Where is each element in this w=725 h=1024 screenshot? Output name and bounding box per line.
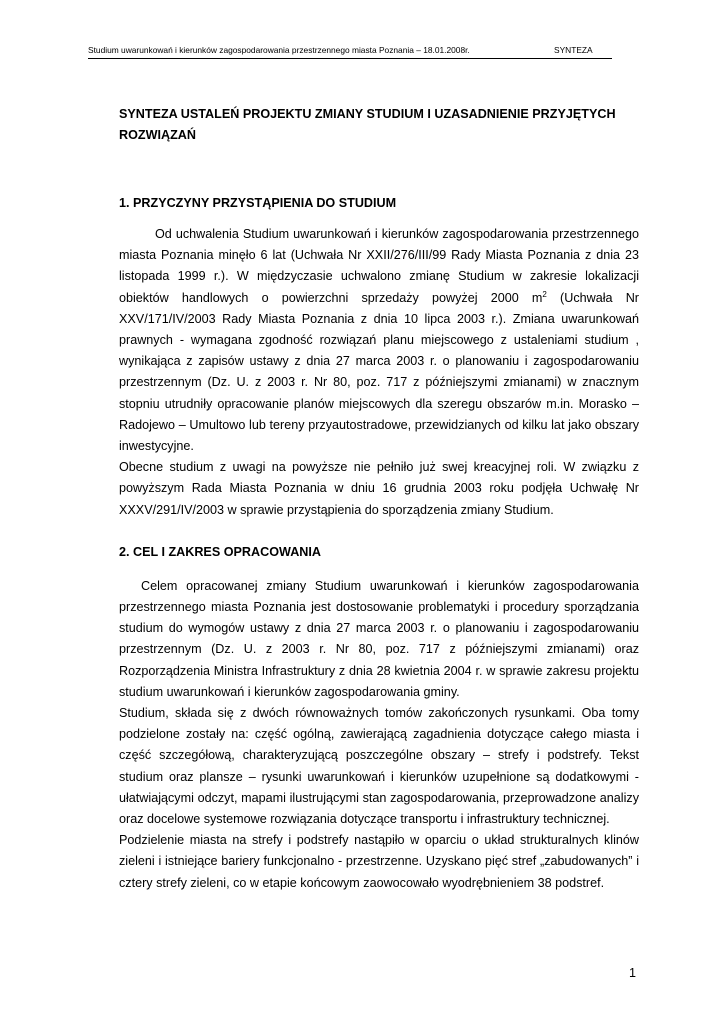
document-title-line-1: SYNTEZA USTALEŃ PROJEKTU ZMIANY STUDIUM I UZASADNIENIE PRZYJĘTYCH (119, 107, 616, 121)
page-number: 1 (629, 966, 637, 980)
section-2-heading: 2. CEL I ZAKRES OPRACOWANIA (119, 544, 321, 559)
header-section-label: SYNTEZA (554, 45, 593, 55)
section-1-paragraph-1 (119, 224, 639, 457)
section-1-paragraph-1-text-b: (Uchwała Nr XXV/171/IV/2003 Rady Miasta Poznania z dnia 10 lipca 2003 r.). Zmiana uwarunkowań prawnych - wymagana zgodność rozwiązań planu miejscowego z ustaleniami studium , wynikająca z zapisów ustawy z dnia 27 marca 2003 r. o planowaniu i zagospodarowaniu przestrzennym (Dz. U. z 2003 r. Nr 80, poz. 717 z późniejszymi zmianami) w znacznym stopniu utrudniły opracowanie planów miejscowych dla szeregu obszarów m.in. Morasko – Radojewo – Umultowo lub tereny przyautostradowe, przewidzianych od kilku lat jako obszary inwestycyjne. (119, 290, 639, 454)
document-title (119, 104, 639, 146)
page-header (88, 44, 612, 59)
section-2-paragraph-1: Celem opracowanej zmiany Studium uwarunkowań i kierunków zagospodarowania przestrzennego miasta Poznania jest dostosowanie problematyki i procedury sporządzania studium do wymogów ustawy z dnia 27 marca 2003 r. o planowaniu i zagospodarowaniu przestrzennym (Dz. U. z 2003 r. Nr 80, poz. 717 z późniejszymi zmianami) oraz Rozporządzenia Ministra Infrastruktury z dnia 28 kwietnia 2004 r. w sprawie zakresu projektu studium uwarunkowań i kierunków zagospodarowania gminy. (119, 578, 639, 699)
superscript-2: 2 (542, 289, 547, 299)
document-title-line-2: ROZWIĄZAŃ (119, 128, 196, 142)
section-1-paragraph-2: Obecne studium z uwagi na powyższe nie pełniło już swej kreacyjnej roli. W związku z powyższym Rada Miasta Poznania w dniu 16 grudnia 2003 roku podjęła Uchwałę Nr XXXV/291/IV/2003 w sprawie przystąpienia do sporządzenia zmiany Studium. (119, 460, 639, 517)
section-2-paragraph-2: Studium, składa się z dwóch równoważnych tomów zakończonych rysunkami. Oba tomy podzielone zostały na: część ogólną, zawierającą zagadnienia dotyczące całego miasta i część szczegółową, charakteryzującą poszczególne obszary – strefy i podstrefy. Tekst studium oraz plansze – rysunki uwarunkowań i kierunków uzupełnione są dodatkowymi - ułatwiającymi odczyt, mapami ilustrującymi stan zagospodarowania, przeprowadzone analizy oraz docelowe systemowe rozwiązania dotyczące transportu i infrastruktury technicznej. (119, 706, 639, 827)
section-1-paragraph-1-text-a: Od uchwalenia Studium uwarunkowań i kierunków zagospodarowania przestrzennego miasta Poznania minęło 6 lat (Uchwała Nr XXII/276/III/99 Rady Miasta Poznania z dnia 23 listopada 1999 r.). W międzyczasie uchwalono zmianę Studium w zakresie lokalizacji obiektów handlowych o powierzchni sprzedaży powyżej 2000 m (119, 227, 639, 305)
section-2-paragraph-3: Podzielenie miasta na strefy i podstrefy nastąpiło w oparciu o układ strukturalnych klinów zieleni i istniejące bariery funkcjonalno - przestrzenne. Uzyskano pięć stref „zabudowanych” i cztery strefy zieleni, co w etapie końcowym zaowocowało wyodrębnieniem 38 podstref. (119, 833, 639, 890)
header-document-title: Studium uwarunkowań i kierunków zagospodarowania przestrzennego miasta Poznania – 18.01.2008r. (88, 45, 470, 55)
document-body (119, 104, 639, 894)
section-1-heading: 1. PRZYCZYNY PRZYSTĄPIENIA DO STUDIUM (119, 196, 397, 210)
